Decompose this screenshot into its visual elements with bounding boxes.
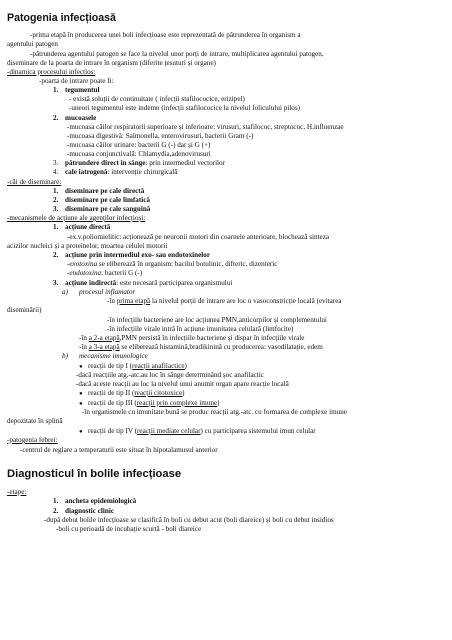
subheading-patogenia-febrei: -patogenia febrei: [7, 436, 58, 444]
list-item-title: diseminare pe cale limfatică [65, 196, 150, 204]
list-item-text: : este necesară participarea organismului [116, 279, 233, 287]
list-number: 1. [53, 497, 59, 505]
paragraph-line: diseminare de la poarta de intrare în organism (diferite țesuturi și organe) [7, 59, 216, 67]
list-detail: diseminării) [7, 306, 42, 314]
subheading-cai-diseminare: -căi de diseminare: [7, 178, 62, 186]
detail-text: se eliberează în organism: bacilul botulinic, difteric, dizenteric [97, 260, 278, 268]
list-detail: -ex.v.poliomielitic: acționează pe neuronii motori din coarnele anterioare, blochează sinteza [67, 233, 330, 241]
subheading-etape: -etape: [7, 488, 27, 496]
list-item-title: diseminare pe cale sanguină [65, 205, 151, 213]
list-item [53, 205, 150, 214]
detail-text: reacții de tip II ( [88, 389, 135, 397]
list-number: 1. [53, 187, 59, 195]
list-item-title: acțiune indirectă [65, 279, 117, 287]
list-item-title: acțiune prin intermediul exo- sau endotoxinelor [65, 251, 210, 259]
bullet-icon: ● [79, 391, 83, 397]
detail-text: ) [217, 399, 220, 407]
list-detail: -mucoasa conjunctivală: Chlamydia,adenovirusuri [67, 150, 211, 158]
detail-text: : bacterii G (-) [101, 269, 143, 277]
list-item-title: pătrundere direct în sânge [65, 159, 146, 167]
list-item [53, 497, 136, 506]
list-detail: -în infecțiile virale intră în acțiune imunitatea celulară (limfocite) [107, 325, 294, 333]
underlined-term: reacții prin complexe imune [136, 399, 218, 407]
sublist-label: b) [62, 352, 68, 360]
list-item [53, 251, 210, 260]
sublist-label: a) [62, 288, 68, 296]
list-item [53, 168, 178, 177]
list-item-title: diagnostic clinic [65, 507, 114, 515]
detail-text: ) [184, 362, 187, 370]
underlined-term: a 3-a etapă [88, 343, 120, 351]
detail-text: -în [79, 343, 89, 351]
list-item-title: ancheta epidemiologică [65, 497, 137, 505]
list-detail [67, 260, 277, 269]
sublist-title: procesul inflamator [79, 288, 136, 296]
list-number: 2. [53, 507, 59, 515]
detail-text: -în [107, 297, 117, 305]
list-detail [107, 297, 342, 306]
list-detail: -în infecțiile bacteriene are loc acțiunea PMN,anticorpilor și complementului [107, 316, 327, 324]
list-item [53, 279, 232, 288]
subheading-dinamica: -dinamica procesului infectios: [7, 68, 96, 76]
list-number: 3. [53, 205, 59, 213]
bullet-icon: ● [79, 429, 83, 435]
subheading-mecanisme: -mecanismele de acțiune ale agenților infecțioși: [7, 214, 146, 222]
detail-text: ,PMN persistă în infecțiile bacteriene și dispar în infecțiile virale [119, 334, 305, 342]
bullet-item [79, 427, 316, 437]
list-item-text: : prin intermediul vectorilor [145, 159, 225, 167]
list-number: 1. [53, 86, 59, 94]
paragraph-line: -pătrunderea agentului patogen se face la nivelul unor porți de intrare, multiplicarea agentului patogen, [30, 50, 324, 58]
detail-text: se eliberează histamină,bradikinină cu producerea: vasodilatație, edem [119, 343, 323, 351]
bullet-icon: ● [79, 401, 83, 407]
underlined-term: reacții mediate celular [137, 427, 201, 435]
list-detail: -dacă aceste reacții au loc la nivelul unui anumit organ apare reacție locală [76, 380, 289, 388]
list-detail: -uneori tegumentul este indemn (infecții stafilococice la nivelul foliculului pilos) [69, 104, 301, 112]
paragraph-line: -prima etapă în producerea unei boli infecțioase este reprezentată de pătrunderea în organism a [30, 31, 301, 39]
list-item [53, 196, 150, 205]
list-number: 4. [53, 168, 59, 176]
list-item [53, 159, 225, 168]
list-detail: -în organismele cu imunitate bună se produc reacții atg.-atc. cu formarea de complexe imune [82, 408, 347, 416]
detail-text: ) cu participarea sistemului imun celular [200, 427, 316, 435]
sublist-item [62, 288, 135, 297]
list-detail [79, 334, 304, 343]
list-detail: depozitate în splină [7, 417, 63, 425]
paragraph-line: -poarta de intrare poate fi: [39, 77, 114, 85]
list-number: 2. [53, 251, 59, 259]
list-number: 2. [53, 114, 59, 122]
detail-text: reacții de tip IV ( [88, 427, 138, 435]
list-detail: - există soluții de continuitate ( infecții stafilococice, erizipel) [69, 95, 245, 103]
list-number: 2. [53, 196, 59, 204]
list-item [53, 187, 144, 196]
list-item-title: cale iatrogenă [65, 168, 108, 176]
list-detail [79, 343, 323, 352]
term-exotoxina: -exotoxina [67, 260, 98, 268]
list-detail: -boli cu perioadă de incubație scurtă - boli diareice [56, 525, 202, 533]
bullet-icon: ● [79, 364, 83, 370]
list-number: 3. [53, 279, 59, 287]
list-item [53, 223, 110, 232]
detail-text: reacții de tip III ( [88, 399, 137, 407]
underlined-term: prima etapă [116, 297, 151, 305]
list-detail: -mucoasa digestivă: Salmonella, enterovirusuri, bacterii Gram (-) [67, 132, 254, 140]
section-title-diagnosticul: Diagnosticul în bolile infecțioase [7, 468, 182, 480]
list-number: 3. [53, 159, 59, 167]
paragraph-line: agentului patogen [7, 40, 58, 48]
list-detail: acizilor nucleici și a proteinelor, moartea celulei motorii [7, 242, 168, 250]
list-item [53, 86, 100, 95]
list-item [53, 114, 96, 123]
list-item-title: diseminare pe cale directă [65, 187, 145, 195]
list-item-text: : intervenție chirurgicală [107, 168, 178, 176]
paragraph-line: -centrul de reglare a temperaturii este situat în hipotalamusul anterior [20, 446, 218, 454]
sublist-item [62, 352, 148, 361]
underlined-term: reacții anafilactice [132, 362, 185, 370]
underlined-term: reacții citotoxice [134, 389, 183, 397]
list-item-title: acțiune directă [65, 223, 111, 231]
section-title-patogenia: Patogenia infecțioasă [7, 12, 116, 24]
list-detail [67, 269, 142, 278]
list-item-title: tegumentul [65, 86, 100, 94]
term-endotoxina: -endotoxina [67, 269, 102, 277]
bullet-item [79, 389, 185, 399]
list-number: 1. [53, 223, 59, 231]
detail-text: ) [182, 389, 185, 397]
list-item [53, 507, 114, 516]
list-detail: -după debut bolile infecțioase se clasifică în boli cu debut acut (boli diareice) și boli cu debut insidios [44, 516, 334, 524]
underlined-term: a 2-a etapă [88, 334, 120, 342]
detail-text: -în [79, 334, 89, 342]
detail-text: la nivelul porții de intrare are loc o vasoconstricție locală (evitarea [150, 297, 342, 305]
list-detail: -mucoasa căilor urinare: bacterii G (-) dar și G (+) [67, 141, 211, 149]
list-item-title: mucoasele [65, 114, 97, 122]
detail-text: reacții de tip I ( [88, 362, 133, 370]
list-detail: -dacă reacțiile atg.-atc.au loc în sânge determinând șoc anafilactic [76, 371, 264, 379]
list-detail: -mucoasa căilor respiratorii superioare și inferioare: virusuri, stafilococ, streptococ, H.influenzae [67, 123, 344, 131]
sublist-title: mecanisme imunologice [79, 352, 148, 360]
